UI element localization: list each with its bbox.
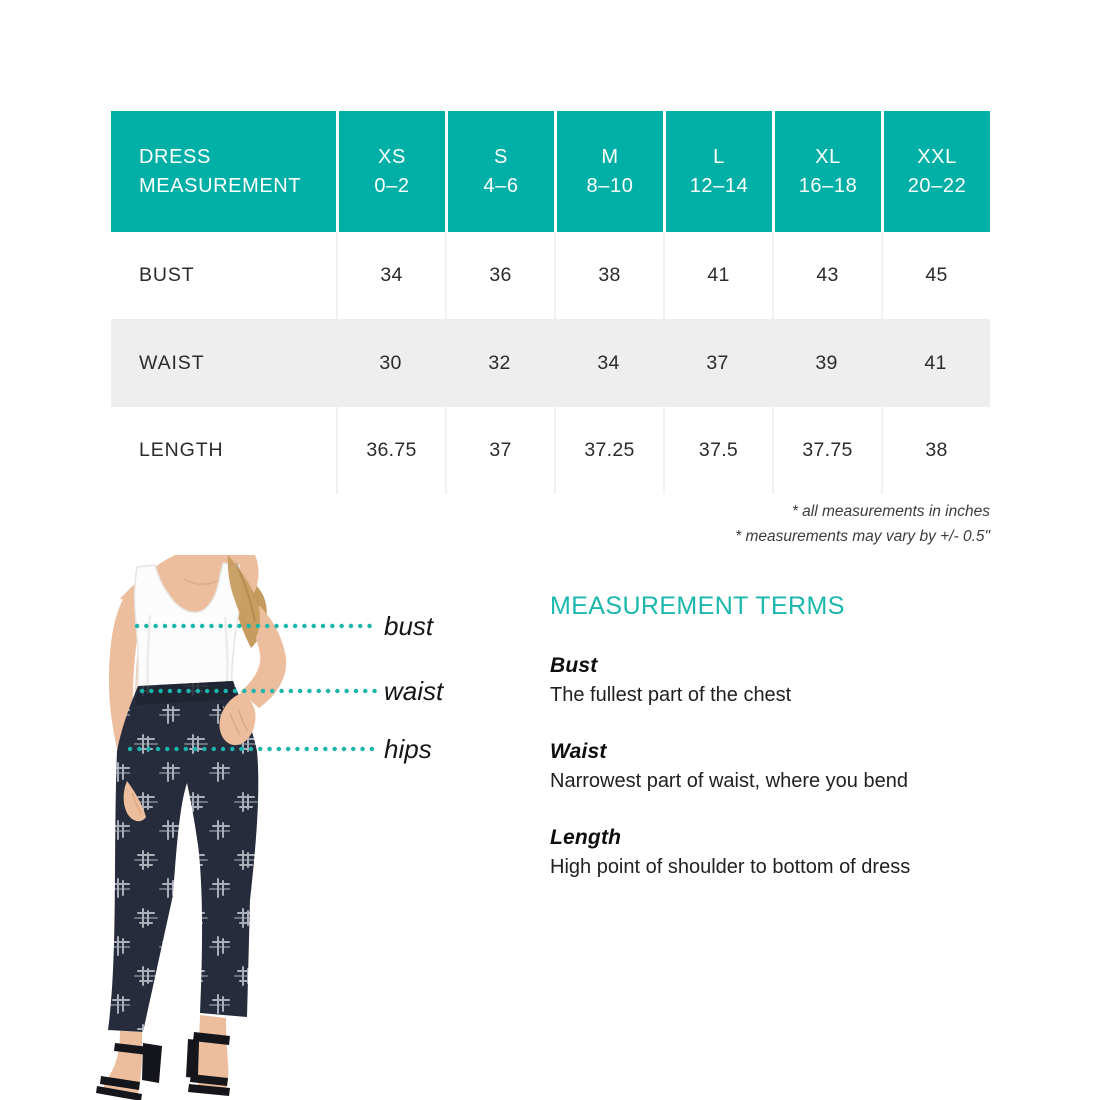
cell-length-s: 37 xyxy=(445,407,554,494)
term-name-waist: Waist xyxy=(550,740,607,763)
header-cell-size-xxl: XXL 20–22 xyxy=(884,111,990,232)
cell-length-m: 37.25 xyxy=(554,407,663,494)
footnote-units: * all measurements in inches xyxy=(791,503,990,520)
footnote-variance: * measurements may vary by +/- 0.5" xyxy=(735,527,990,545)
table-header-row xyxy=(111,111,990,232)
cell-bust-m: 38 xyxy=(554,232,663,319)
header-cell-size-s: S 4–6 xyxy=(448,111,554,232)
dress-measurement-table xyxy=(111,111,990,494)
waist-guide-label: waist xyxy=(384,676,444,706)
model-illustration xyxy=(80,555,380,1100)
model-figure xyxy=(80,555,380,1100)
cell-bust-s: 36 xyxy=(445,232,554,319)
cell-length-xxl: 38 xyxy=(881,407,990,494)
table-row-waist xyxy=(111,319,990,407)
header-cell-size-l: L 12–14 xyxy=(666,111,772,232)
header-cell-size-xl: XL 16–18 xyxy=(775,111,881,232)
row-label-bust: BUST xyxy=(139,264,195,286)
cell-waist-xxl: 41 xyxy=(924,351,947,374)
footnotes xyxy=(735,500,990,549)
term-name-bust: Bust xyxy=(550,654,598,677)
cell-waist-m: 34 xyxy=(597,351,620,374)
header-cell-size-m: M 8–10 xyxy=(557,111,663,232)
cell-bust-xl: 43 xyxy=(772,232,881,319)
cell-waist-s: 32 xyxy=(488,351,511,374)
cell-length-l: 37.5 xyxy=(663,407,772,494)
cell-bust-l: 41 xyxy=(663,232,772,319)
bust-guide-label: bust xyxy=(384,611,434,641)
term-block-bust xyxy=(550,654,1020,707)
cell-waist-xs: 30 xyxy=(379,351,402,374)
term-definition-length: High point of shoulder to bottom of dress xyxy=(550,856,911,878)
term-definition-waist: Narrowest part of waist, where you bend xyxy=(550,770,908,792)
cell-waist-l: 37 xyxy=(706,351,729,374)
row-label-waist: WAIST xyxy=(139,351,205,374)
table-row-bust xyxy=(111,232,990,319)
right-sandal xyxy=(186,1015,230,1096)
row-label-length: LENGTH xyxy=(139,439,224,461)
table-row-length xyxy=(111,407,990,494)
term-block-length xyxy=(550,826,1020,879)
term-block-waist xyxy=(550,740,1020,793)
cell-waist-xl: 39 xyxy=(815,351,838,374)
cell-length-xs: 36.75 xyxy=(336,407,445,494)
header-cell-dress-measurement xyxy=(111,111,336,232)
cell-bust-xs: 34 xyxy=(336,232,445,319)
left-sandal xyxy=(96,1031,162,1100)
term-name-length: Length xyxy=(550,826,622,849)
cell-bust-xxl: 45 xyxy=(881,232,990,319)
hips-guide-label: hips xyxy=(384,734,432,764)
measurement-terms-section xyxy=(550,592,1020,879)
terms-heading: MEASUREMENT TERMS xyxy=(550,592,845,620)
term-definition-bust: The fullest part of the chest xyxy=(550,684,792,706)
header-cell-size-xs: XS 0–2 xyxy=(339,111,445,232)
table-title: DRESS MEASUREMENT xyxy=(139,145,302,197)
cell-length-xl: 37.75 xyxy=(772,407,881,494)
